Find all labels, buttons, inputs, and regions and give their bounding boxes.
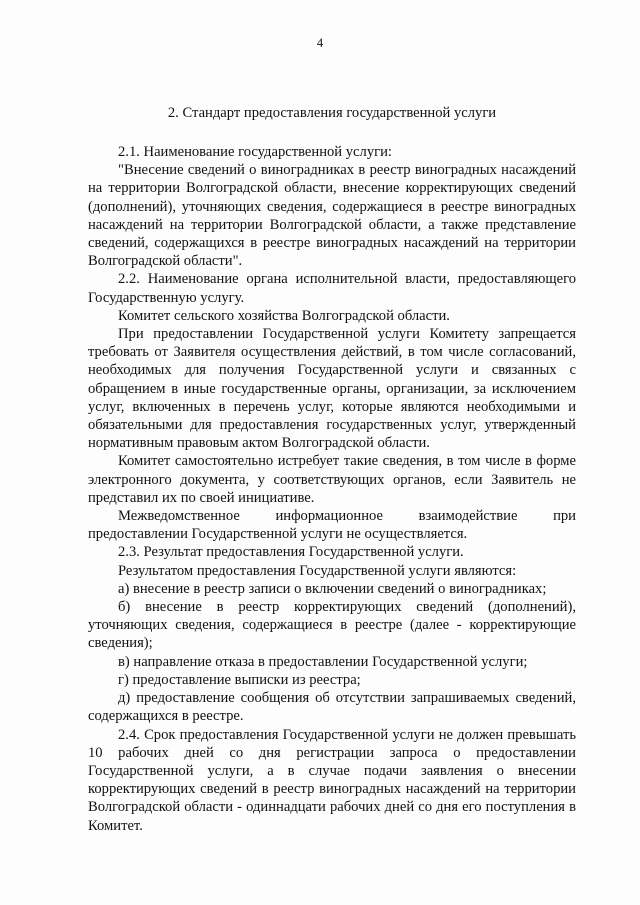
paragraph-service-name: "Внесение сведений о виноградниках в реестр виноградных насаждений на территории Волгоградской области, внесение корректирующих сведений (дополнений), уточняющих сведения, содержащиеся в реестре виноградных насаждений на территории Волгоградской области, а также представление сведений, содержащихся в реестре виноградных насаждений на территории Волгоградской области".	[88, 162, 576, 270]
list-item-a: а) внесение в реестр записи о включении сведений о виноградниках;	[118, 580, 547, 597]
list-item-b: б) внесение в реестр корректирующих сведений (дополнений), уточняющих сведения, содержащиеся в реестре (далее - корректирующие сведения);	[88, 599, 576, 652]
paragraph-results-intro: Результатом предоставления Государственной услуги являются:	[118, 562, 517, 579]
list-item-g: г) предоставление выписки из реестра;	[118, 671, 361, 688]
paragraph-2-2-heading: 2.2. Наименование органа исполнительной власти, предоставляющего Государственную услугу.	[88, 271, 576, 306]
section-title: 2. Стандарт предоставления государственной услуги	[167, 105, 497, 121]
paragraph-2-1-heading: 2.1. Наименование государственной услуги:	[118, 144, 392, 160]
list-item-d: д) предоставление сообщения об отсутствии запрашиваемых сведений, содержащихся в реестре.	[88, 690, 576, 725]
paragraph-interaction: Межведомственное информационное взаимодействие при предоставлении Государственной услуги не осуществляется.	[88, 508, 576, 543]
document-body	[88, 143, 576, 835]
paragraph-requests: Комитет самостоятельно истребует такие сведения, в том числе в форме электронного документа, у соответствующих органов, если Заявитель не представил их по своей инициативе.	[88, 453, 576, 506]
paragraph-2-4-term: 2.4. Срок предоставления Государственной услуги не должен превышать 10 рабочих дней со дня регистрации запроса о предоставлении Государственной услуги, а в случае подачи заявления о внесении корректирующих сведений в реестр виноградных насаждений на территории Волгоградской области - одиннадцати рабочих дней со дня его поступления в Комитет.	[88, 726, 576, 834]
paragraph-committee: Комитет сельского хозяйства Волгоградской области.	[118, 307, 450, 324]
page-number: 4	[316, 36, 324, 50]
paragraph-2-3-heading: 2.3. Результат предоставления Государственной услуги.	[118, 544, 464, 561]
list-item-v: в) направление отказа в предоставлении Государственной услуги;	[118, 653, 528, 670]
paragraph-prohibition: При предоставлении Государственной услуги Комитету запрещается требовать от Заявителя осуществления действий, в том числе согласований, необходимых для получения Государственной услуги и связанных с обращением в иные государственные органы, организации, за исключением услуг, включенных в перечень услуг, которые являются необходимыми и обязательными для предоставления государственных услуг, утвержденный нормативным правовым актом Волгоградской области.	[88, 326, 576, 452]
